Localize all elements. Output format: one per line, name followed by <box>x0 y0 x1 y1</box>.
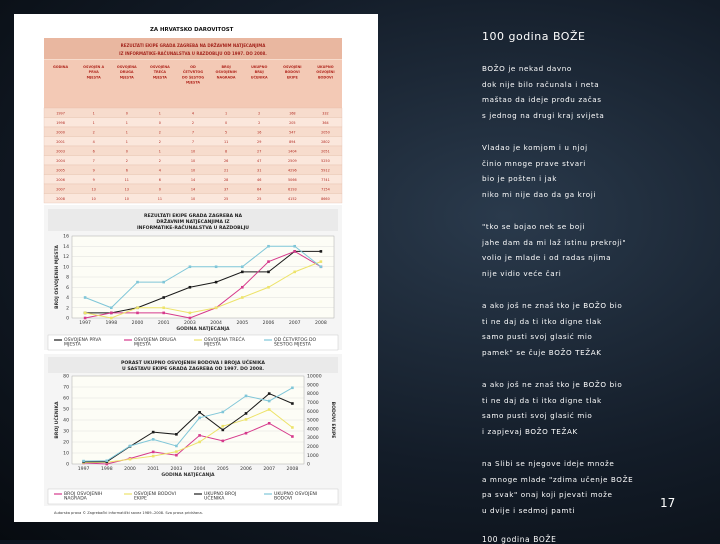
table-cell: 332 <box>322 111 329 116</box>
chart1-data-point <box>110 312 113 315</box>
table-cell: 2051 <box>321 149 330 154</box>
chart2-y2tick-label: 5000 <box>307 418 319 424</box>
chart2-data-point <box>198 441 201 444</box>
chart2-y2tick-label: 9000 <box>307 383 319 389</box>
table-cell: 1 <box>158 111 161 116</box>
table-cell: 1998 <box>56 120 65 125</box>
table-cell: 8660 <box>321 196 330 201</box>
table-cell: 7154 <box>321 187 330 192</box>
table-cell: 1 <box>125 139 128 144</box>
chart2-ytick-label: 40 <box>63 418 69 424</box>
table-cell: 8 <box>225 149 228 154</box>
chart1-data-point <box>241 271 244 274</box>
chart2-data-point <box>245 418 248 421</box>
table-cell: 2 <box>92 130 95 135</box>
chart1-xtick-label: 2008 <box>315 321 327 326</box>
chart1-data-point <box>241 286 244 289</box>
chart1-data-point <box>189 286 192 289</box>
table-cell: 31 <box>257 168 262 173</box>
table-cell: 14 <box>190 187 196 192</box>
chart2-data-point <box>245 395 248 398</box>
chart1-title-line3: INFORMATIKE-RAČUNALSTVA U RAZDOBLJU <box>136 226 250 231</box>
table-cell: 10 <box>190 168 196 173</box>
chart1-x-label: GODINA NATJECANJA <box>176 327 230 332</box>
table-cell: 2 <box>158 139 161 144</box>
chart1-xtick-label: 2000 <box>131 321 144 326</box>
table-cell: 2 <box>158 158 161 163</box>
chart1-ytick-label: 0 <box>66 316 69 322</box>
chart2-data-point <box>152 431 155 434</box>
chart1-data-point <box>320 250 323 253</box>
poem-stanza-1: BOŽO je nekad davno dok nije bilo računala i neta maštao da ideje prođu začas s jednog na drugi kraj svijeta <box>482 64 605 120</box>
table-cell: 37 <box>223 187 229 192</box>
chart1-data-point <box>110 317 113 320</box>
table-cell: 13 <box>124 187 129 192</box>
table-column-header: UKUPNO OSVOJENI BODOVI <box>316 65 335 80</box>
table-cell: 205 <box>289 120 296 125</box>
chart2-legend-label: UKUPNO BROJ UČENIKA <box>204 492 237 502</box>
chart1-title-line2: DRŽAVNIM NATJECANJIMA IZ <box>156 220 230 225</box>
chart1-data-point <box>84 312 87 315</box>
chart1-data-point <box>136 281 139 284</box>
chart1-xtick-label: 2006 <box>262 321 275 326</box>
chart2-data-point <box>175 450 178 453</box>
table-cell: 26 <box>223 158 229 163</box>
table-cell: 2003 <box>56 149 65 154</box>
table-cell: 16 <box>257 130 262 135</box>
chart2-ytick-label: 80 <box>63 374 69 380</box>
chart2-ytick-label: 60 <box>63 396 69 402</box>
chart2-legend-label: BROJ OSVOJENIH NAGRADA <box>64 492 103 502</box>
table-column-header: OSVOJENA DRUGA MJESTA <box>116 65 137 80</box>
chart1-data-point <box>241 296 244 299</box>
chart2-y2tick-label: 6000 <box>307 409 319 415</box>
poem-stanza-4: a ako još ne znaš tko je BOŽO bio ti ne daj da ti itko digne tlak samo pusti svoj glasić mio pamek" se čuje BOŽO TEŽAK <box>482 301 623 357</box>
chart2-y2tick-label: 2000 <box>307 445 319 450</box>
chart1-data-point <box>241 265 244 268</box>
table-cell: 1 <box>125 120 128 125</box>
chart2-ytick-label: 50 <box>63 407 69 413</box>
table-cell: 6 <box>125 168 128 173</box>
chart2-data-point <box>291 402 294 405</box>
poem-footer: 100 godina BOŽE <box>482 535 557 544</box>
chart1-data-point <box>293 271 296 274</box>
chart2-data-point <box>129 445 132 448</box>
table-cell: 1997 <box>56 111 65 116</box>
chart2-data-point <box>291 386 294 389</box>
chart2-legend-label: OSVOJENI BODOVI EKIPE <box>134 492 176 502</box>
table-cell: 64 <box>257 187 262 192</box>
document-page <box>14 14 378 522</box>
chart1-data-point <box>267 286 270 289</box>
chart2-data-point <box>198 417 201 420</box>
table-cell: 894 <box>289 139 296 144</box>
chart1-data-point <box>84 317 87 320</box>
table-cell: 4 <box>191 111 195 116</box>
chart1-data-point <box>320 265 323 268</box>
chart1-xtick-label: 1997 <box>79 321 91 326</box>
chart2-y2tick-label: 3000 <box>307 436 319 442</box>
chart2-data-point <box>198 434 201 437</box>
chart2-xtick-label: 2007 <box>263 467 276 472</box>
table-cell: 5 <box>225 130 228 135</box>
table-column-header: OSVOJEN A PRVA MJESTA <box>83 65 105 80</box>
chart2-data-point <box>106 459 109 462</box>
chart2-data-point <box>222 411 225 414</box>
chart2-y-label: BROJ UČENIKA <box>55 401 60 439</box>
chart1-data-point <box>162 296 165 299</box>
document-figure <box>14 14 378 522</box>
table-cell: 4152 <box>288 196 297 201</box>
table-cell: 4296 <box>288 168 297 173</box>
chart1-xtick-label: 2005 <box>236 321 249 326</box>
table-cell: 13 <box>91 187 96 192</box>
table-cell: 2802 <box>321 139 330 144</box>
chart2-ytick-label: 70 <box>63 385 69 391</box>
chart1-data-point <box>293 245 296 248</box>
table-cell: 2509 <box>288 158 297 163</box>
table-cell: 2004 <box>56 158 65 163</box>
chart2-xtick-label: 2003 <box>170 467 183 472</box>
table-title-line1: REZULTATI EKIPE GRADA ZAGREBA NA DRŽAVNIM NATJECANJIMA <box>120 43 266 48</box>
table-cell: 1 <box>92 111 95 116</box>
chart2-xtick-label: 2005 <box>216 467 229 472</box>
table-cell: 14 <box>190 177 196 182</box>
table-column-header: GODINA <box>52 65 69 69</box>
table-cell: 0 <box>125 149 128 154</box>
chart1-ytick-label: 4 <box>66 296 69 302</box>
chart2-data-point <box>245 412 248 415</box>
chart1-data-point <box>136 312 139 315</box>
table-column-header: UKUPNO BRUJ UČENIKA <box>250 65 268 80</box>
chart1-data-point <box>267 260 270 263</box>
table-cell: 2 <box>191 120 195 125</box>
chart1-ytick-label: 2 <box>66 306 69 312</box>
poem-stanza-2: Vladao je komjom i u njoj činio mnoge prave stvari bio je pošten i jak niko mi nije dao da ga kroji <box>482 143 596 199</box>
chart1-xtick-label: 2001 <box>157 321 170 326</box>
chart2-xtick-label: 2004 <box>193 467 206 472</box>
chart2-xtick-label: 2006 <box>240 467 252 472</box>
chart2-y2tick-label: 1000 <box>307 453 319 459</box>
table-cell: 0 <box>225 120 228 125</box>
chart1-xtick-label: 1998 <box>105 321 118 326</box>
chart1-legend-label: OSVOJENA PRVA MJESTA <box>64 338 102 348</box>
chart1-data-point <box>162 281 165 284</box>
chart1-legend-label: OD ČETVRTOG DO ŠESTOG MJESTA <box>274 338 317 348</box>
chart2-data-point <box>268 408 271 411</box>
table-column-header: BROJ OSVOJENIH NAGRADA <box>215 65 237 80</box>
chart2-xtick-label: 1997 <box>77 467 90 472</box>
chart2-legend-label: UKUPNO OSVOJENI BODOVI <box>274 492 318 502</box>
chart1-data-point <box>215 306 218 309</box>
chart1-data-point <box>215 281 218 284</box>
table-column-header: OD ČETVRTOG DO ŠESTOG MJESTA <box>181 65 205 85</box>
chart2-ytick-label: 0 <box>66 462 69 468</box>
table-cell: 2006 <box>56 177 65 182</box>
chart1-ytick-label: 12 <box>63 255 69 261</box>
chart1-ytick-label: 10 <box>63 265 69 271</box>
table-cell: 1 <box>125 130 128 135</box>
chart2-data-point <box>268 422 271 425</box>
chart1-legend-label: OSVOJENA DRUGA MJESTA <box>134 338 177 348</box>
chart1-data-point <box>267 245 270 248</box>
table-cell: 2005 <box>56 168 65 173</box>
chart1-data-point <box>162 312 165 315</box>
chart1-data-point <box>320 260 323 263</box>
chart1-ytick-label: 8 <box>66 275 69 281</box>
chart2-xtick-label: 2008 <box>286 467 299 472</box>
table-cell: 6 <box>92 149 95 154</box>
chart2-data-point <box>268 400 271 403</box>
chart1-ytick-label: 14 <box>63 244 69 250</box>
table-cell: 29 <box>257 139 262 144</box>
table-cell: 10 <box>124 196 129 201</box>
chart2-data-point <box>152 455 155 458</box>
chart1-data-point <box>110 306 113 309</box>
chart2-title-line2: U SASTAVU EKIPE GRADA ZAGREBA OD 1997. DO 2008. <box>121 367 265 372</box>
table-cell: 2050 <box>321 130 330 135</box>
table-cell: 2000 <box>56 130 65 135</box>
chart2-data-point <box>152 451 155 454</box>
chart1-data-point <box>215 265 218 268</box>
chart1-data-point <box>162 306 165 309</box>
table-cell: 11 <box>223 139 229 144</box>
results-table <box>44 60 342 203</box>
chart1-ytick-label: 6 <box>66 285 69 291</box>
table-cell: 547 <box>289 130 296 135</box>
chart1-data-point <box>267 271 270 274</box>
table-cell: 7 <box>191 130 195 135</box>
chart2-xtick-label: 2000 <box>124 467 136 472</box>
table-cell: 2 <box>125 158 128 163</box>
table-cell: 10 <box>91 196 96 201</box>
chart1-data-point <box>136 306 139 309</box>
chart2-y2tick-label: 8000 <box>307 392 319 398</box>
table-cell: 2007 <box>56 187 65 192</box>
chart2-data-point <box>129 458 132 461</box>
table-column-header: OSVOJENI BODOVI EKIPE <box>283 65 302 80</box>
table-cell: 2008 <box>56 196 65 201</box>
table-cell: 168 <box>289 111 296 116</box>
table-cell: 9 <box>92 168 95 173</box>
chart2-y2tick-label: 10000 <box>307 374 322 380</box>
table-cell: 6 <box>158 177 161 182</box>
table-cell: 2 <box>258 120 261 125</box>
poem-stanza-6: na Slibi se njegove ideje množe a mnoge mlade "zdima učenje BOŽE pa svak" onaj koji pjevati može u dvije i sedmoj pamti <box>482 459 634 515</box>
table-cell: 0 <box>125 111 128 116</box>
table-cell: 5066 <box>288 177 297 182</box>
table-cell: 10 <box>190 149 196 154</box>
table-cell: 46 <box>257 177 262 182</box>
table-cell: 7 <box>191 139 195 144</box>
chart2-ytick-label: 20 <box>63 440 69 446</box>
chart2-xtick-label: 1998 <box>100 467 113 472</box>
chart1-ytick-label: 16 <box>63 234 69 240</box>
poem-panel <box>482 30 702 544</box>
chart2-y2-label: BODOVI EKIPE <box>330 401 335 439</box>
table-cell: 21 <box>223 168 229 173</box>
chart1-data-point <box>84 296 87 299</box>
table-cell: 9 <box>92 177 95 182</box>
table-column-header: OSVOJENA TREĆA MJESTA <box>149 65 170 80</box>
chart2-data-point <box>175 433 178 436</box>
chart2-data-point <box>291 426 294 429</box>
chart2-y2tick-label: 0 <box>307 462 310 468</box>
chart1-xtick-label: 2003 <box>184 321 196 326</box>
chart2-y2tick-label: 4000 <box>307 427 319 433</box>
table-cell: 7741 <box>321 177 330 182</box>
chart2-xtick-label: 2001 <box>147 467 160 472</box>
table-cell: 364 <box>322 120 329 125</box>
table-cell: 1 <box>92 120 95 125</box>
chart2-x-label: GODINA NATJECANJA <box>161 473 215 478</box>
chart2-ytick-label: 30 <box>63 429 69 435</box>
table-cell: 10 <box>190 158 196 163</box>
table-cell: 11 <box>124 177 129 182</box>
table-cell: 2001 <box>56 139 65 144</box>
table-cell: 4 <box>92 139 95 144</box>
source-note: Autorska prava © Zagrebački informatički savez 1989.-2008. Sva prava pridržana. <box>54 511 203 515</box>
chart1-xtick-label: 2004 <box>210 321 222 326</box>
table-cell: 7 <box>92 158 95 163</box>
table-cell: 27 <box>257 149 262 154</box>
table-cell: 1 <box>225 111 228 116</box>
chart1-legend-label: OSVOJENA TREĆA MJESTA <box>204 338 245 348</box>
chart2-data-point <box>222 425 225 428</box>
table-cell: 25 <box>223 196 229 201</box>
table-cell: 47 <box>257 158 262 163</box>
table-title-line2: IZ INFORMATIKE-RAČUNALSTVA U RAZDOBLJU OD 1997. DO 2008. <box>119 51 267 56</box>
chart1-data-point <box>189 265 192 268</box>
table-cell: 2 <box>258 111 261 116</box>
chart1-xtick-label: 2007 <box>288 321 301 326</box>
table-cell: 1 <box>158 149 161 154</box>
chart2-data-point <box>175 445 178 448</box>
table-cell: 10 <box>190 196 196 201</box>
chart2-data-point <box>268 392 271 395</box>
chart1-data-point <box>293 250 296 253</box>
chart1-data-point <box>189 312 192 315</box>
chart2-data-point <box>82 460 85 463</box>
chart2-data-point <box>198 411 201 414</box>
chart1-data-point <box>189 317 192 320</box>
table-cell: 28 <box>223 177 229 182</box>
chart1-y-label: BROJ OSVOJENIH MJESTA <box>55 245 60 309</box>
poem-stanza-3: "tko se bojao nek se boji jahe dam da mi laž istinu prekroji" volio je mlade i od radas njima nije vidio veće čari <box>482 222 627 278</box>
poem-title: 100 godina BOŽE <box>482 30 586 43</box>
poem-stanza-5: a ako još ne znaš tko je BOŽO bio ti ne daj da ti itko digne tlak samo pusti svoj glasić mio i zapjevaj BOŽO TEŽAK <box>482 380 623 436</box>
page-number: 17 <box>660 496 676 510</box>
table-cell: 0 <box>158 187 161 192</box>
chart2-ytick-label: 10 <box>63 451 69 457</box>
table-cell: 1404 <box>288 149 297 154</box>
chart2-data-point <box>175 454 178 457</box>
chart2-data-point <box>291 435 294 438</box>
table-cell: 6193 <box>288 187 297 192</box>
chart2-y2tick-label: 7000 <box>307 401 319 406</box>
table-cell: 25 <box>257 196 262 201</box>
chart2-data-point <box>245 432 248 435</box>
table-cell: 5912 <box>321 168 330 173</box>
table-cell: 11 <box>157 196 163 201</box>
chart2-title-line1: PORAST UKUPNO OSVOJENIH BODOVA I BROJA UČENIKA <box>121 361 265 366</box>
table-cell: 0 <box>158 120 161 125</box>
chart2-data-point <box>152 438 155 441</box>
table-cell: 2 <box>158 130 161 135</box>
chart1-title-line1: REZULTATI EKIPE GRADA ZAGREBA NA <box>143 214 243 219</box>
document-header: ZA HRVATSKO DAROVITOST <box>150 27 234 33</box>
table-cell: 4 <box>158 168 161 173</box>
chart2-data-point <box>222 440 225 443</box>
chart2-data-point <box>222 429 225 432</box>
table-cell: 5250 <box>321 158 330 163</box>
